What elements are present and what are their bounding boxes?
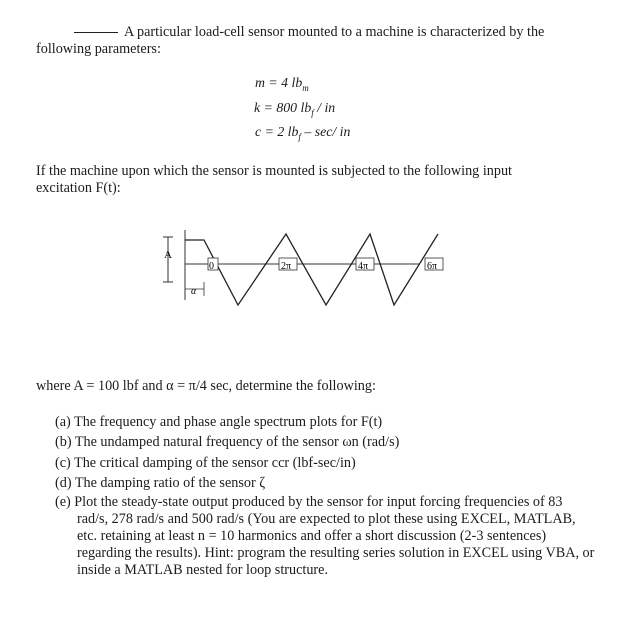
question-a: (a) The frequency and phase angle spectrum plots for F(t): [55, 414, 383, 430]
excitation-line-1: If the machine upon which the sensor is mounted is subjected to the following input: [36, 163, 512, 179]
amplitude-label: A: [164, 249, 172, 261]
problem-line-2: following parameters:: [36, 41, 161, 57]
param-damping: c = 2 $lb_f - \sec/$ in: [255, 124, 351, 142]
question-c: (c) The critical damping of the sensor ccr (lbf-sec/in): [55, 455, 356, 471]
problem-line-1-text: A particular load-cell sensor mounted to a machine is characterized by the: [124, 24, 545, 40]
waveform: [185, 234, 438, 305]
param-stiffness: k = 800 $lb_f$ / in: [254, 100, 336, 118]
tick-label-6pi: 6π: [427, 261, 438, 272]
alpha-label: α: [191, 286, 197, 297]
excitation-line-2: excitation F(t):: [36, 180, 121, 196]
question-d: (d) The damping ratio of the sensor ζ: [55, 475, 266, 491]
tick-label-4pi: 4π: [358, 261, 369, 272]
question-e: (e) Plot the steady-state output produced by the sensor for input forcing frequencies of 83 rad/s, 278 rad/s and 500 rad/s (You are expected to plot these using EXCEL, MATLAB, etc. retaining at least n = 10 harmonics and offer a short discussion (2-3 sentences) regarding the results). Hint: program the resulting series solution in EXCEL using VBA, or inside a MATLAB nested for loop structure.: [55, 494, 595, 578]
param-mass: m = 4 $lb_m$: [255, 75, 309, 93]
origin-label: 0: [209, 261, 214, 272]
tick-label-2pi: 2π: [281, 261, 292, 272]
question-b: (b) The undamped natural frequency of the sensor ωn (rad/s): [55, 434, 400, 450]
where-line: where A = 100 lbf and α = π/4 sec, determine the following:: [36, 378, 376, 394]
